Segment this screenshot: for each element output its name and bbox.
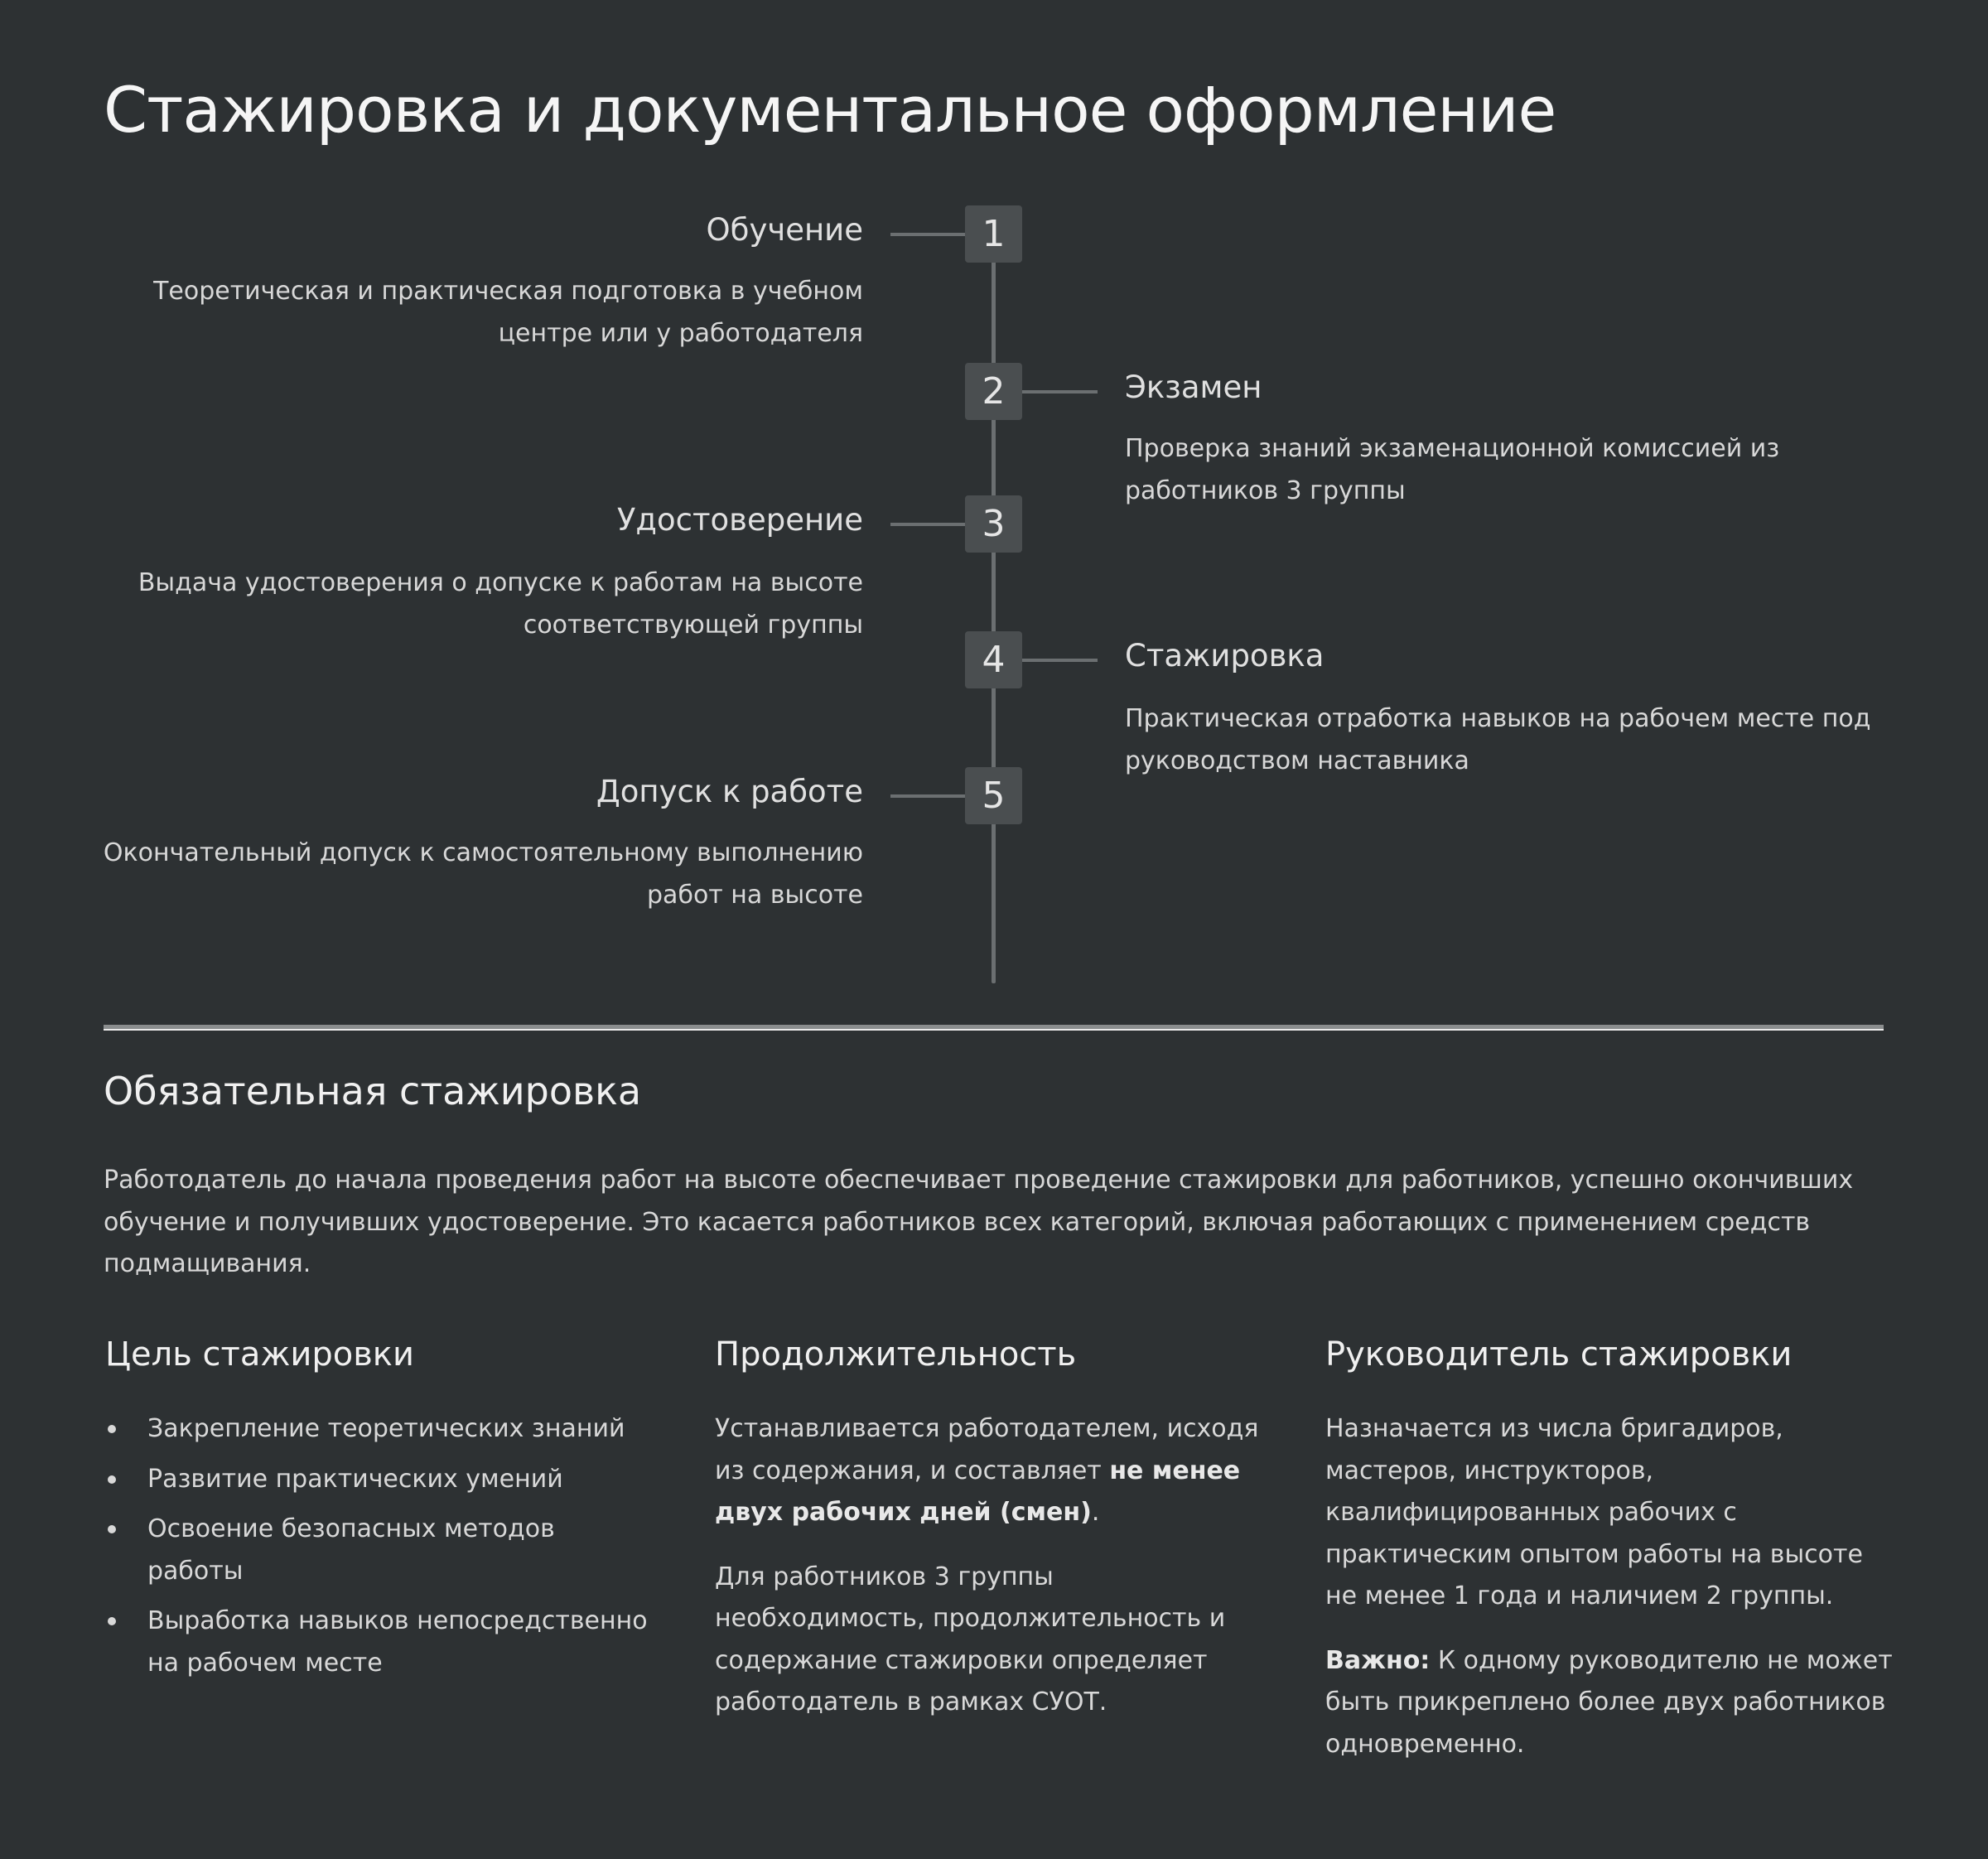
section-paragraph: Работодатель до начала проведения работ на высоте обеспечивает проведение стажировки для работников, успешно окончивших обучение и получивших удостоверение. Это касается работников всех категорий, включая работающих с применением средств подмащивания. <box>104 1166 1854 1278</box>
bullet-icon <box>108 1475 116 1484</box>
timeline-connector <box>890 794 965 798</box>
bullet-icon <box>108 1425 116 1433</box>
supervisor-heading: Руководитель стажировки <box>1325 1335 1793 1374</box>
goal-list-item <box>105 1459 677 1501</box>
supervisor-paragraph: Назначается из числа бригадиров, мастеров, инструкторов, квалифицированных рабочих с практическим опытом работы на высоте не менее 1 года и наличием 2 группы. <box>1325 1414 1863 1610</box>
step-description: Теоретическая и практическая подготовка в учебном центре или у работодателя <box>153 277 863 348</box>
timeline-line <box>992 234 996 983</box>
step-title: Удостоверение <box>616 502 863 538</box>
duration-heading: Продолжительность <box>715 1335 1077 1374</box>
duration-paragraph <box>715 1408 1262 1534</box>
section-heading: Обязательная стажировка <box>104 1069 642 1113</box>
goal-list-item <box>105 1601 678 1684</box>
goal-list-item <box>105 1509 611 1592</box>
goal-list-item <box>105 1408 677 1451</box>
important-label: Важно: <box>1325 1645 1431 1675</box>
duration-column <box>715 1335 1262 1746</box>
step-title: Экзамен <box>1125 369 1262 405</box>
timeline-connector <box>890 523 965 526</box>
bullet-icon <box>108 1525 116 1533</box>
step-description: Окончательный допуск к самостоятельному выполнению работ на высоте <box>103 838 863 910</box>
step-description: Выдача удостоверения о допуске к работам на высоте соответствующей группы <box>138 568 863 640</box>
timeline-connector <box>1022 659 1098 662</box>
supervisor-note <box>1325 1640 1897 1766</box>
step-number-badge: 3 <box>965 495 1022 553</box>
step-title: Обучение <box>706 212 863 248</box>
step-title: Стажировка <box>1125 638 1325 674</box>
duration-text-end: . <box>1091 1498 1100 1527</box>
goal-list <box>105 1408 677 1684</box>
bullet-icon <box>108 1617 116 1625</box>
goal-item-text: Развитие практических умений <box>147 1464 563 1494</box>
supervisor-column <box>1325 1335 1897 1788</box>
goal-item-text: Закрепление теоретических знаний <box>147 1414 625 1443</box>
step-number-badge: 2 <box>965 363 1022 420</box>
step-description: Практическая отработка навыков на рабочем месте под руководством наставника <box>1125 704 1871 775</box>
duration-emphasis: не менее двух рабочих дней (смен) <box>715 1456 1241 1527</box>
goal-item-text: Освоение безопасных методов работы <box>147 1514 555 1586</box>
step-title: Допуск к работе <box>596 774 863 809</box>
step-description: Проверка знаний экзаменационной комиссией из работников 3 группы <box>1125 434 1780 505</box>
goal-column <box>105 1335 677 1692</box>
goal-heading: Цель стажировки <box>105 1335 414 1374</box>
duration-note: Для работников 3 группы необходимость, продолжительность и содержание стажировки определяет работодатель в рамках СУОТ. <box>715 1562 1226 1717</box>
section-divider <box>104 1025 1884 1031</box>
step-number-badge: 1 <box>965 205 1022 263</box>
step-number-badge: 4 <box>965 631 1022 688</box>
goal-item-text: Выработка навыков непосредственно на рабочем месте <box>147 1606 648 1678</box>
page-title: Стажировка и документальное оформление <box>104 73 1556 147</box>
duration-text: Устанавливается работодателем, исходя из содержания, и составляет <box>715 1414 1259 1485</box>
step-number-badge: 5 <box>965 767 1022 824</box>
timeline-connector <box>890 233 965 236</box>
supervisor-note-text: К одному руководителю не может быть прикреплено более двух работников одновременно. <box>1325 1645 1893 1759</box>
timeline-connector <box>1022 390 1098 394</box>
